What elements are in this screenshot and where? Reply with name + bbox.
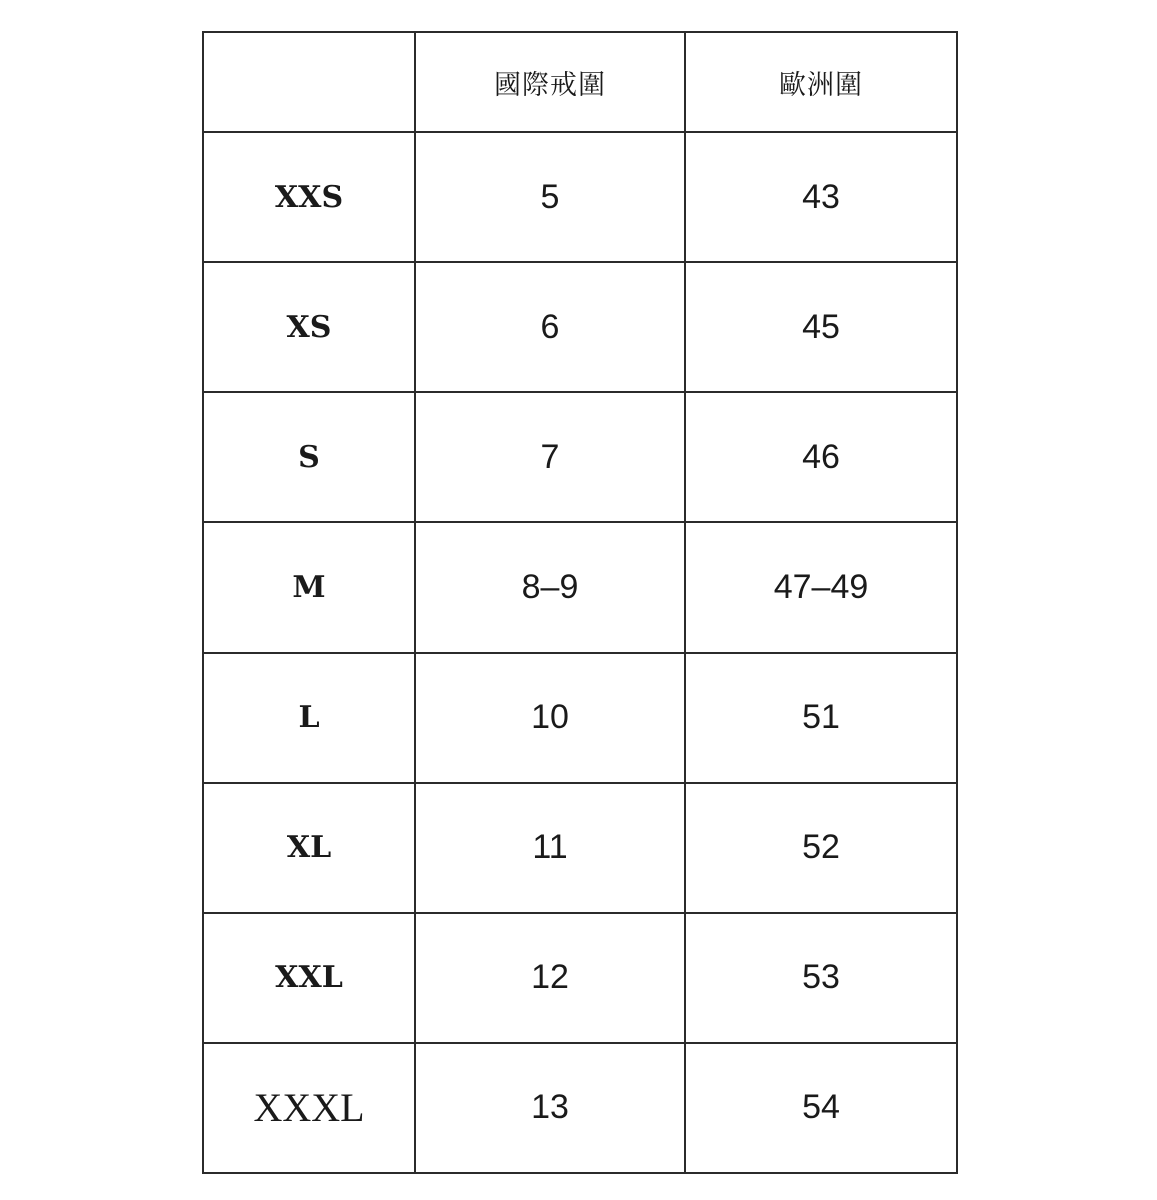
international-size-value: 5 <box>540 177 560 216</box>
european-size-cell <box>685 653 957 783</box>
international-size-value: 13 <box>531 1088 569 1127</box>
european-size-cell <box>685 783 957 913</box>
european-size-cell <box>685 132 957 262</box>
size-label: XXL <box>275 960 343 996</box>
international-size-value: 7 <box>540 437 560 476</box>
european-size-value: 54 <box>802 1088 840 1127</box>
size-cell <box>203 392 415 522</box>
international-size-value: 8–9 <box>521 567 579 606</box>
international-size-cell <box>415 262 685 392</box>
international-size-cell <box>415 913 685 1043</box>
european-size-value: 47–49 <box>773 567 869 606</box>
european-size-value: 51 <box>802 698 840 737</box>
international-size-value: 6 <box>540 307 560 346</box>
european-size-value: 43 <box>802 177 840 216</box>
international-size-value: 10 <box>531 698 569 737</box>
table-row <box>203 392 957 522</box>
size-cell <box>203 132 415 262</box>
european-size-cell <box>685 262 957 392</box>
european-size-value: 45 <box>802 307 840 346</box>
european-size-cell <box>685 392 957 522</box>
size-cell <box>203 262 415 392</box>
table-row <box>203 262 957 392</box>
european-size-cell <box>685 522 957 652</box>
table-row <box>203 913 957 1043</box>
international-size-cell <box>415 783 685 913</box>
size-label: S <box>298 439 320 475</box>
european-size-cell <box>685 913 957 1043</box>
size-cell <box>203 913 415 1043</box>
table-row <box>203 132 957 262</box>
size-label: M <box>292 569 326 605</box>
international-size-cell <box>415 1043 685 1173</box>
european-size-value: 53 <box>802 958 840 997</box>
size-cell <box>203 1043 415 1173</box>
european-size-cell <box>685 1043 957 1173</box>
table-header-row <box>203 32 957 132</box>
header-international-cell <box>415 32 685 132</box>
size-label: XL <box>286 830 332 866</box>
header-international-label: 國際戒圍 <box>494 69 606 101</box>
table-row <box>203 522 957 652</box>
european-size-value: 46 <box>802 437 840 476</box>
table-row <box>203 653 957 783</box>
header-european-label: 歐洲圍 <box>779 69 863 101</box>
table-row <box>203 1043 957 1173</box>
header-european-cell <box>685 32 957 132</box>
size-label: L <box>298 700 320 736</box>
table-row <box>203 783 957 913</box>
international-size-cell <box>415 392 685 522</box>
size-label: XS <box>286 309 332 345</box>
ring-size-table <box>202 31 958 1174</box>
size-cell <box>203 522 415 652</box>
international-size-cell <box>415 522 685 652</box>
size-cell <box>203 653 415 783</box>
size-label: XXS <box>274 179 344 215</box>
international-size-value: 12 <box>531 958 569 997</box>
international-size-cell <box>415 132 685 262</box>
size-cell <box>203 783 415 913</box>
european-size-value: 52 <box>802 828 840 867</box>
international-size-cell <box>415 653 685 783</box>
header-empty-cell <box>203 32 415 132</box>
international-size-value: 11 <box>532 828 568 867</box>
size-label: XXXL <box>253 1085 365 1131</box>
